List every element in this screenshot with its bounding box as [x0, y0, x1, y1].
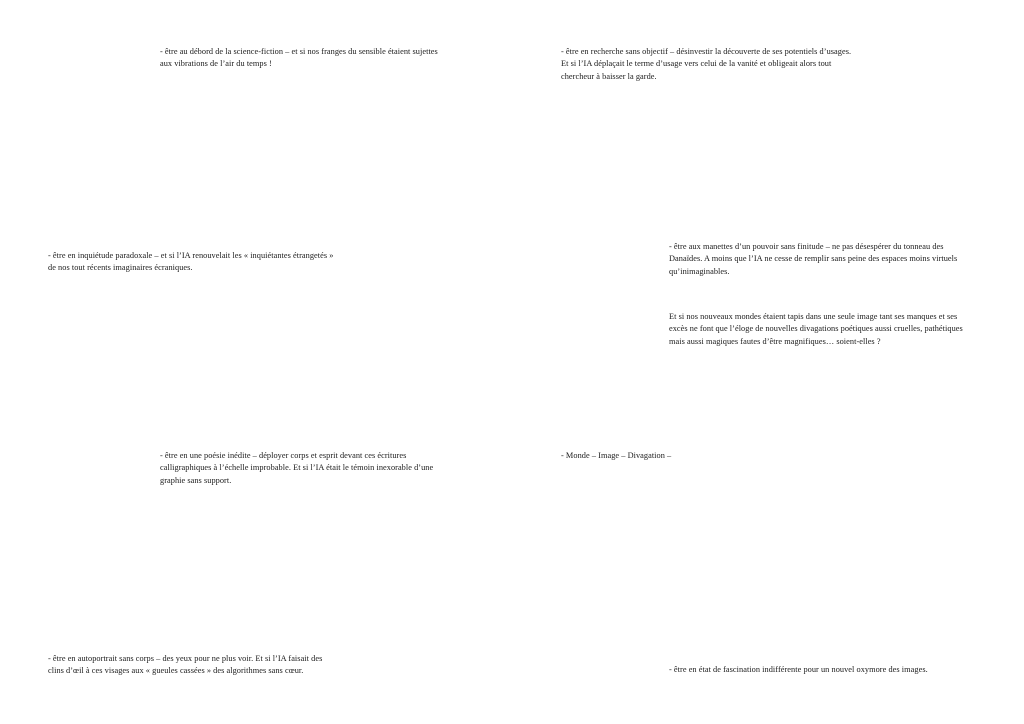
text-line: aux vibrations de l’air du temps ! — [160, 59, 272, 69]
text-block-poesie — [160, 450, 480, 487]
text-line: - être en une poésie inédite – déployer corps et esprit devant ces écritures — [160, 451, 407, 460]
text-line: mais aussi magiques fautes d’être magnifiques… soient-elles ? — [669, 336, 881, 346]
text-line: - être en inquiétude paradoxale – et si l’IA renouvelait les « inquiétantes étrangetés » — [48, 251, 334, 260]
text-line: Et si l’IA déplaçait le terme d’usage vers celui de la vanité et obligeait alors tout — [561, 59, 832, 69]
text-block-recherche — [561, 46, 866, 83]
text-block-science-fiction — [160, 46, 480, 71]
text-line: Danaïdes. A moins que l’IA ne cesse de remplir sans peine des espaces moins virtuels — [669, 254, 958, 264]
text-line: - être aux manettes d’un pouvoir sans finitude – ne pas désespérer du tonneau des — [669, 242, 944, 251]
text-line: excès ne font que l’éloge de nouvelles divagations poétiques aussi cruelles, pathétiques — [669, 324, 963, 334]
text-line: - être en recherche sans objectif – désinvestir la découverte de ses potentiels d’usages. — [561, 47, 852, 56]
text-line: - être en état de fascination indifférente pour un nouvel oxymore des images. — [669, 665, 928, 674]
text-line: Et si nos nouveaux mondes étaient tapis dans une seule image tant ses manques et ses — [669, 312, 958, 321]
right-page — [512, 0, 1024, 724]
text-line: graphie sans support. — [160, 475, 232, 485]
text-block-inquietude — [48, 250, 368, 275]
text-block-fascination — [669, 664, 989, 676]
text-line: chercheur à baisser la garde. — [561, 71, 657, 81]
text-line: clins d’œil à ces visages aux « gueules cassées » des algorithmes sans cœur. — [48, 666, 304, 676]
text-block-autoportrait — [48, 653, 368, 678]
text-block-monde-image-divagation — [561, 450, 861, 462]
text-line: - être en autoportrait sans corps – des yeux pour ne plus voir. Et si l’IA faisait des — [48, 654, 323, 663]
text-line: de nos tout récents imaginaires écraniques. — [48, 263, 193, 273]
text-line: - Monde – Image – Divagation – — [561, 451, 672, 460]
text-line: calligraphiques à l’échelle improbable. Et si l’IA était le témoin inexorable d’une — [160, 463, 434, 473]
text-line: - être au débord de la science-fiction – et si nos franges du sensible étaient sujettes — [160, 47, 438, 56]
text-block-manettes — [669, 241, 981, 278]
text-line: qu’inimaginables. — [669, 266, 730, 276]
text-block-nouveaux-mondes — [669, 311, 981, 348]
